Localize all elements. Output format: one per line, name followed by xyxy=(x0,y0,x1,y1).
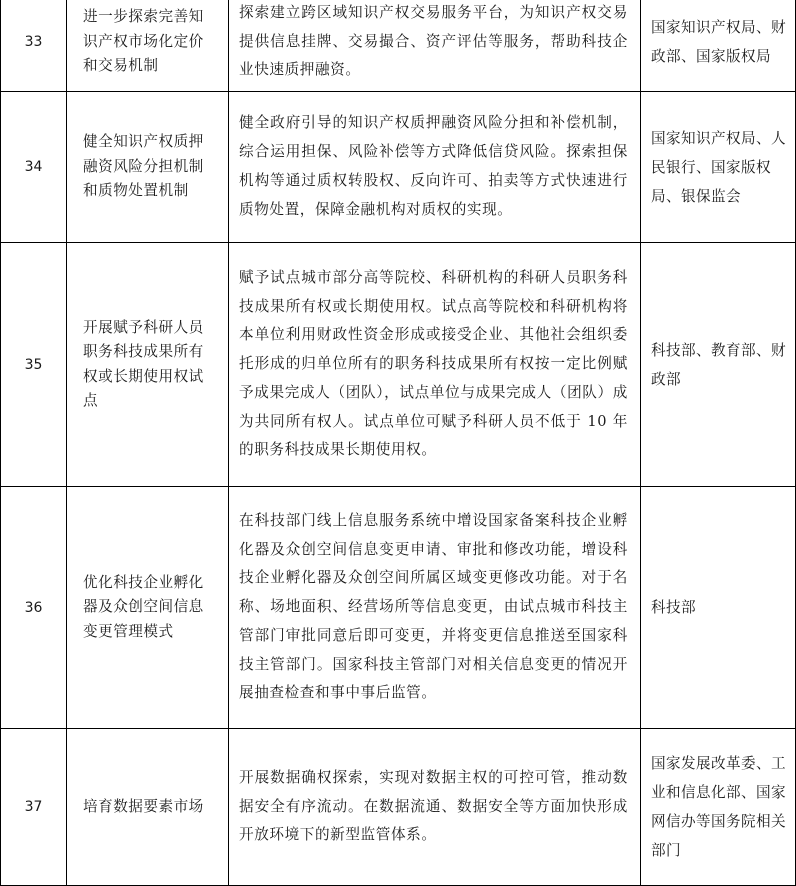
measure-name: 健全知识产权质押融资风险分担机制和质物处置机制 xyxy=(67,92,229,243)
row-number: 37 xyxy=(1,729,67,886)
measure-name: 进一步探索完善知识产权市场化定价和交易机制 xyxy=(67,0,229,92)
measure-description: 健全政府引导的知识产权质押融资风险分担和补偿机制，综合运用担保、风险补偿等方式降低信贷风险。探索担保机构等通过质权转股权、反向许可、拍卖等方式快速进行质物处置，保障金融机构对质权的实现。 xyxy=(229,92,641,243)
table-row xyxy=(1,0,796,92)
table-row xyxy=(1,92,796,243)
measure-name: 开展赋予科研人员职务科技成果所有权或长期使用权试点 xyxy=(67,243,229,487)
responsible-departments: 国家知识产权局、财政部、国家版权局 xyxy=(641,0,796,92)
responsible-departments: 科技部 xyxy=(641,487,796,729)
row-number: 35 xyxy=(1,243,67,487)
measure-description: 赋予试点城市部分高等院校、科研机构的科研人员职务科技成果所有权或长期使用权。试点高等院校和科研机构将本单位利用财政性资金形成或接受企业、其他社会组织委托形成的归单位所有的职务科技成果所有权按一定比例赋予成果完成人（团队），试点单位与成果完成人（团队）成为共同所有权人。试点单位可赋予科研人员不低于 10 年的职务科技成果长期使用权。 xyxy=(229,243,641,487)
responsible-departments: 科技部、教育部、财政部 xyxy=(641,243,796,487)
measure-description: 探索建立跨区域知识产权交易服务平台，为知识产权交易提供信息挂牌、交易撮合、资产评估等服务，帮助科技企业快速质押融资。 xyxy=(229,0,641,92)
row-number: 33 xyxy=(1,0,67,92)
table-row xyxy=(1,243,796,487)
measure-name: 优化科技企业孵化器及众创空间信息变更管理模式 xyxy=(67,487,229,729)
table-row xyxy=(1,487,796,729)
responsible-departments: 国家发展改革委、工业和信息化部、国家网信办等国务院相关部门 xyxy=(641,729,796,886)
measure-description: 开展数据确权探索，实现对数据主权的可控可管，推动数据安全有序流动。在数据流通、数据安全等方面加快形成开放环境下的新型监管体系。 xyxy=(229,729,641,886)
table-row xyxy=(1,729,796,886)
row-number: 34 xyxy=(1,92,67,243)
measure-name: 培育数据要素市场 xyxy=(67,729,229,886)
measure-description: 在科技部门线上信息服务系统中增设国家备案科技企业孵化器及众创空间信息变更申请、审批和修改功能，增设科技企业孵化器及众创空间所属区域变更修改功能。对于名称、场地面积、经营场所等信息变更，由试点城市科技主管部门审批同意后即可变更，并将变更信息推送至国家科技主管部门。国家科技主管部门对相关信息变更的情况开展抽查检查和事中事后监管。 xyxy=(229,487,641,729)
responsible-departments: 国家知识产权局、人民银行、国家版权局、银保监会 xyxy=(641,92,796,243)
row-number: 36 xyxy=(1,487,67,729)
